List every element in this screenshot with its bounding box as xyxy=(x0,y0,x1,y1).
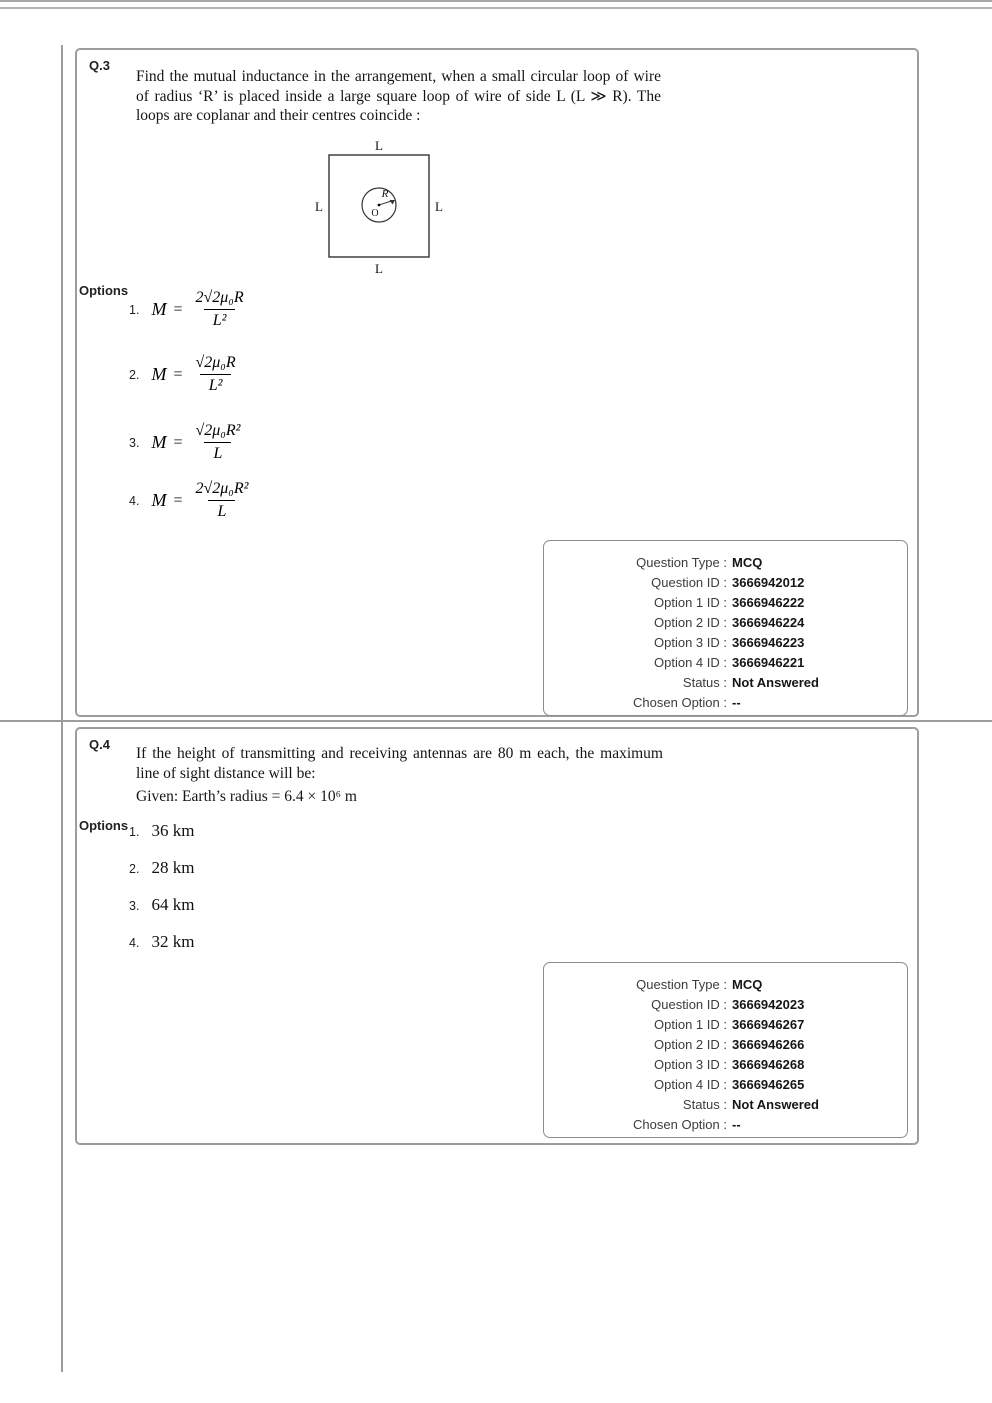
fraction-denominator: L xyxy=(204,442,231,464)
option-number: 3. xyxy=(129,435,140,450)
option-row xyxy=(129,858,194,878)
options-label: Options xyxy=(79,818,129,833)
radius-arrowhead xyxy=(390,200,396,205)
info-label: Option 4 ID : xyxy=(654,654,727,670)
info-row xyxy=(544,632,895,652)
formula-equals: = xyxy=(173,365,183,383)
formula-equals: = xyxy=(173,433,183,451)
info-value: 3666946222 xyxy=(732,594,805,610)
option-number: 3. xyxy=(129,899,140,913)
info-row xyxy=(544,1014,895,1034)
question-number: Q.3 xyxy=(89,58,110,73)
info-label: Chosen Option : xyxy=(633,694,727,710)
info-row xyxy=(544,612,895,632)
info-label: Question Type : xyxy=(636,554,727,570)
option-number: 2. xyxy=(129,862,140,876)
info-label: Option 3 ID : xyxy=(654,634,727,650)
fraction-numerator: 2√2μ₀R² xyxy=(195,480,249,497)
info-value: Not Answered xyxy=(732,674,819,690)
info-value: 3666946224 xyxy=(732,614,805,630)
formula-fraction xyxy=(189,479,254,522)
fraction-denominator: L xyxy=(208,500,235,522)
option-value: 64 km xyxy=(151,895,195,914)
info-value: Not Answered xyxy=(732,1096,819,1112)
info-row xyxy=(544,974,895,994)
info-label: Option 1 ID : xyxy=(654,594,727,610)
info-row xyxy=(544,572,895,592)
formula-equals: = xyxy=(173,491,183,509)
info-value: 3666946223 xyxy=(732,634,805,650)
info-label: Option 2 ID : xyxy=(654,1036,727,1052)
question-info-box xyxy=(543,540,908,716)
formula-lhs: M xyxy=(151,432,167,452)
option-row xyxy=(129,821,194,841)
info-label: Chosen Option : xyxy=(633,1116,727,1132)
formula-lhs: M xyxy=(151,299,167,319)
top-divider xyxy=(0,0,992,2)
fraction-numerator: √2μ₀R xyxy=(195,354,236,371)
options-label: Options xyxy=(79,283,129,298)
question-info-box xyxy=(543,962,908,1138)
info-row xyxy=(544,592,895,612)
center-dot xyxy=(378,204,381,207)
formula-fraction xyxy=(189,353,241,396)
center-label: O xyxy=(371,208,379,219)
info-value: -- xyxy=(732,1116,741,1132)
option-row xyxy=(129,288,250,331)
info-value: 3666946268 xyxy=(732,1056,805,1072)
info-row xyxy=(544,1054,895,1074)
info-label: Option 4 ID : xyxy=(654,1076,727,1092)
info-label: Question Type : xyxy=(636,976,727,992)
info-value: MCQ xyxy=(732,976,763,992)
option-row xyxy=(129,895,194,915)
option-value: 28 km xyxy=(151,858,195,877)
info-label: Status : xyxy=(682,1096,727,1112)
info-value: 3666946267 xyxy=(732,1016,805,1032)
info-row xyxy=(544,672,895,692)
info-value: 3666946221 xyxy=(732,654,805,670)
section-divider xyxy=(0,720,992,722)
info-label: Option 1 ID : xyxy=(654,1016,727,1032)
info-label: Question ID : xyxy=(651,574,727,590)
question-number: Q.4 xyxy=(89,737,110,752)
option-number: 4. xyxy=(129,936,140,950)
option-value: 32 km xyxy=(151,932,195,951)
info-value: MCQ xyxy=(732,554,763,570)
info-value: 3666942012 xyxy=(732,574,805,590)
info-row xyxy=(544,1074,895,1094)
fraction-numerator: 2√2μ₀R xyxy=(195,289,244,306)
question-panel-q3 xyxy=(75,48,919,717)
left-vertical-rule xyxy=(61,45,63,1372)
option-value: 36 km xyxy=(151,821,195,840)
square-side-label-top: L xyxy=(375,138,383,153)
formula-equals: = xyxy=(173,300,183,318)
info-value: 3666946265 xyxy=(732,1076,805,1092)
fraction-denominator: L² xyxy=(204,309,236,331)
info-row xyxy=(544,652,895,672)
radius-label: R xyxy=(381,188,389,200)
info-value: 3666946266 xyxy=(732,1036,805,1052)
info-row xyxy=(544,1094,895,1114)
question-given-text: Given: Earth’s radius = 6.4 × 10⁶ m xyxy=(136,788,357,805)
square-side-label-bottom: L xyxy=(375,261,383,276)
info-value: -- xyxy=(732,694,741,710)
top-divider-2 xyxy=(0,7,992,9)
option-number: 2. xyxy=(129,367,140,382)
info-row xyxy=(544,1034,895,1054)
square-side-label-right: L xyxy=(435,199,443,214)
info-label: Option 2 ID : xyxy=(654,614,727,630)
fraction-numerator: √2μ₀R² xyxy=(195,422,241,439)
fraction-denominator: L² xyxy=(200,374,232,396)
formula-lhs: M xyxy=(151,490,167,510)
question-text: Find the mutual inductance in the arrangement, when a small circular loop of wire of radius ‘R’ is placed inside a large square loop of wire of side L (L ≫ R). The loops are coplanar and their centres coincide : xyxy=(136,68,661,124)
info-label: Question ID : xyxy=(651,996,727,1012)
square-side-label-left: L xyxy=(315,199,323,214)
info-label: Option 3 ID : xyxy=(654,1056,727,1072)
formula-fraction xyxy=(189,288,249,331)
option-number: 1. xyxy=(129,302,140,317)
info-row xyxy=(544,1114,895,1134)
info-row xyxy=(544,552,895,572)
question-diagram xyxy=(299,138,459,276)
question-panel-q4 xyxy=(75,727,919,1145)
option-number: 4. xyxy=(129,493,140,508)
option-row xyxy=(129,421,246,464)
info-value: 3666942023 xyxy=(732,996,805,1012)
formula-lhs: M xyxy=(151,364,167,384)
info-label: Status : xyxy=(682,674,727,690)
formula-fraction xyxy=(189,421,246,464)
question-text: If the height of transmitting and receiving antennas are 80 m each, the maximum line of sight distance will be: xyxy=(136,745,663,782)
info-row xyxy=(544,692,895,712)
info-row xyxy=(544,994,895,1014)
option-row xyxy=(129,353,242,396)
option-row xyxy=(129,479,254,522)
option-number: 1. xyxy=(129,825,140,839)
option-row xyxy=(129,932,194,952)
